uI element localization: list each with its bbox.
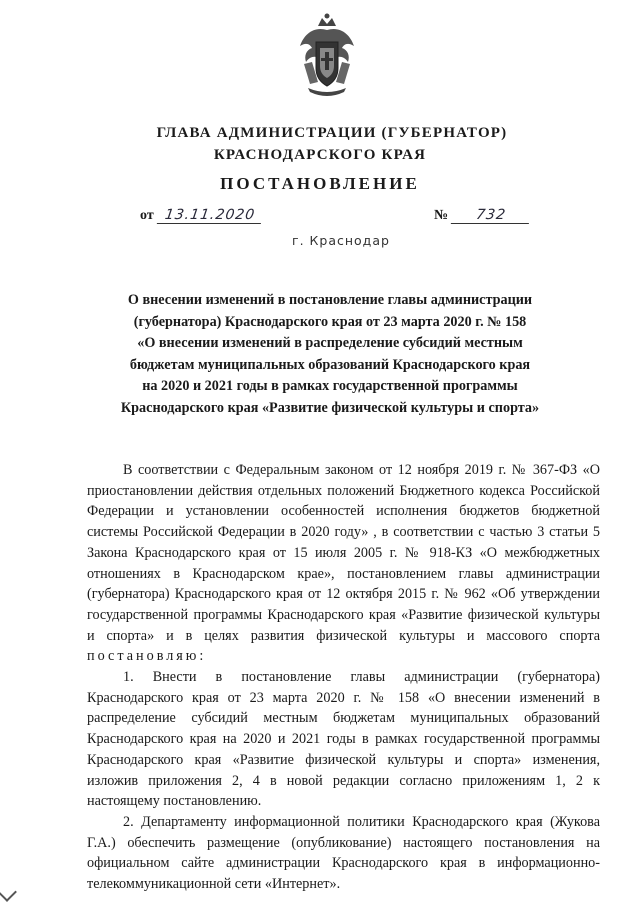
authority-title-line2: КРАСНОДАРСКОГО КРАЯ bbox=[213, 147, 427, 163]
krasnodar-coat-of-arms-icon bbox=[296, 12, 358, 98]
number-prefix: № bbox=[434, 208, 449, 223]
number-value: 732 bbox=[451, 207, 531, 224]
subject-line: Краснодарского края «Развитие физической культуры и спорта» bbox=[120, 399, 540, 416]
subject-line: «О внесении изменений в распределение субсидий местным bbox=[137, 335, 523, 351]
document-body bbox=[87, 460, 600, 895]
subject-line: на 2020 и 2021 годы в рамках государственной программы bbox=[142, 378, 518, 394]
decree-word: постановляю: bbox=[87, 648, 207, 665]
authority-title-line1: ГЛАВА АДМИНИСТРАЦИИ (ГУБЕРНАТОР) bbox=[156, 125, 508, 141]
subject-line: О внесении изменений в постановление главы администрации bbox=[127, 292, 533, 308]
date-prefix: от bbox=[140, 208, 154, 223]
item-1-paragraph: 1. Внести в постановление главы администрации (губернатора) Краснодарского края от 23 марта 2020 г. № 158 «О внесении изменений в распределение субсидий местным бюджетам муниципальных образований Краснодарского края на 2020 и 2021 годы в рамках государственной программы Краснодарского края «Развитие физической культуры и спорта» изменения, изложив приложения 2, 4 в новой редакции согласно приложениям 1, 2 к настоящему постановлению. bbox=[87, 669, 600, 810]
scan-corner-mark bbox=[0, 882, 17, 902]
document-type-title: ПОСТАНОВЛЕНИЕ bbox=[220, 174, 420, 193]
number-field bbox=[434, 207, 530, 224]
document-subject bbox=[70, 290, 590, 419]
intro-paragraph bbox=[87, 460, 600, 667]
date-value: 13.11.2020 bbox=[157, 207, 263, 224]
intro-text: В соответствии с Федеральным законом от 12 ноября 2019 г. № 367-ФЗ «О приостановлении действия отдельных положений Бюджетного кодекса Российской Федерации и установлении особенностей исполнения бюджетов бюджетной системы Российской Федерации в 2020 году» , в соответствии с частью 3 статьи 5 Закона Краснодарского края от 15 июля 2005 г. № 918-КЗ «О межбюджетных отношениях в Краснодарском крае», постановлением главы администрации (губернатора) Краснодарского края от 12 октября 2015 г. № 962 «Об утверждении государственной программы Краснодарского края «Развитие физической культуры и спорта» и в целях развития физической культуры и массового спорта bbox=[87, 462, 600, 644]
item-2-paragraph: 2. Департаменту информационной политики Краснодарского края (Жукова Г.А.) обеспечить размещение (опубликование) настоящего постановления на официальном сайте администрации Краснодарского края в информационно-телекоммуникационной сети «Интернет». bbox=[87, 813, 600, 893]
city-label: г. Краснодар bbox=[292, 233, 390, 248]
date-field bbox=[140, 207, 262, 224]
subject-line: (губернатора) Краснодарского края от 23 марта 2020 г. № 158 bbox=[133, 313, 527, 330]
subject-line: бюджетам муниципальных образований Краснодарского края bbox=[129, 356, 531, 373]
